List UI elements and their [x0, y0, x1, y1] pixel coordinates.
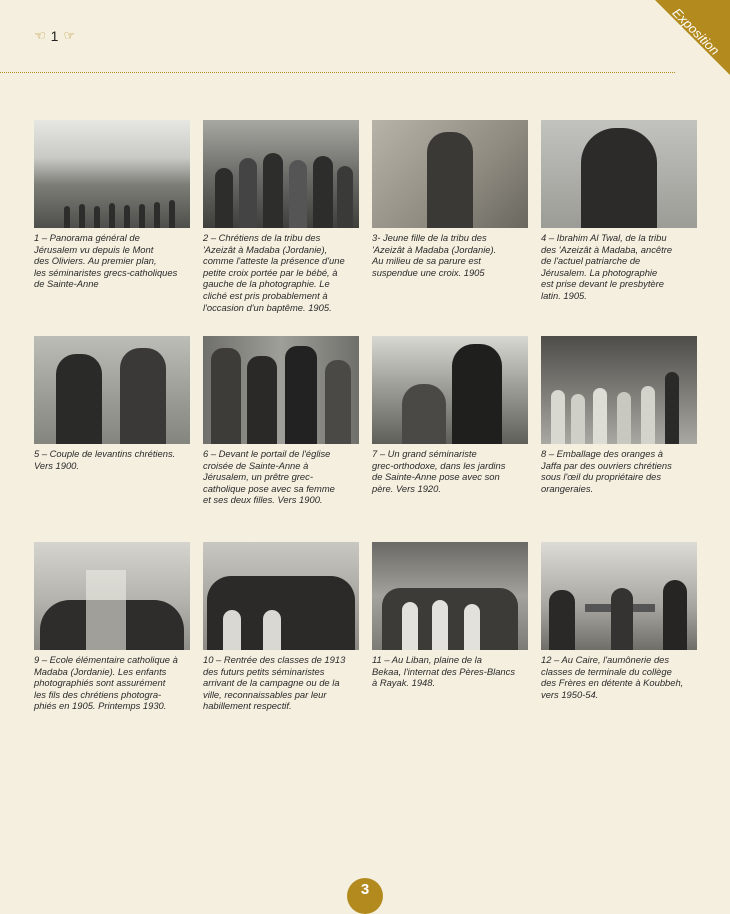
photo-caption: 11 – Au Liban, plaine de la Bekaa, l'internat des Pères-Blancs à Rayak. 1948.: [372, 654, 516, 689]
photo-item-8: [541, 336, 697, 542]
photo-9: [34, 542, 190, 650]
photo-6: [203, 336, 359, 444]
photo-item-6: [203, 336, 359, 542]
photo-item-5: [34, 336, 190, 542]
photo-grid: [34, 120, 697, 742]
photo-item-11: [372, 542, 528, 742]
photo-8: [541, 336, 697, 444]
photo-caption: 5 – Couple de levantins chrétiens. Vers 1900.: [34, 448, 176, 471]
photo-item-12: [541, 542, 697, 742]
photo-3: [372, 120, 528, 228]
photo-1: [34, 120, 190, 228]
photo-item-10: [203, 542, 359, 742]
photo-10: [203, 542, 359, 650]
photo-item-7: [372, 336, 528, 542]
photo-item-2: [203, 120, 359, 336]
hand-right-icon[interactable]: ☞: [63, 28, 76, 43]
photo-item-3: [372, 120, 528, 336]
pager: [34, 28, 75, 44]
photo-caption: 2 – Chrétiens de la tribu des 'Azeizât à Madaba (Jordanie), comme l'atteste la présence d'une petite croix portée par le bébé, à gauche de la photographie. Le cliché est pris probablement à l'occasion d'un baptême. 1905.: [203, 232, 345, 313]
photo-caption: 10 – Rentrée des classes de 1913 des futurs petits séminaristes arrivant de la campagne ou de la ville, reconnaissables par leur habillement respectif.: [203, 654, 346, 712]
hand-left-icon[interactable]: ☜: [34, 28, 46, 43]
photo-caption: 3- Jeune fille de la tribu des 'Azeizât à Madaba (Jordanie). Au milieu de sa parure est suspendue une croix. 1905: [372, 232, 497, 278]
photo-11: [372, 542, 528, 650]
photo-caption: 9 – Ecole élémentaire catholique à Madaba (Jordanie). Les enfants photographiés sont assurément les fils des chrétiens photogra- phiés en 1905. Printemps 1930.: [34, 654, 178, 712]
header-divider: [0, 72, 675, 73]
photo-caption: 4 – Ibrahim Al Twal, de la tribu des 'Azeizât à Madaba, ancêtre de l'actuel patriarche de Jérusalem. La photographie est prise devant le presbytère latin. 1905.: [541, 232, 673, 301]
photo-caption: 7 – Un grand séminariste grec-orthodoxe, dans les jardins de Sainte-Anne pose avec son père. Vers 1920.: [372, 448, 506, 494]
photo-caption: 1 – Panorama général de Jérusalem vu depuis le Mont des Oliviers. Au premier plan, les séminaristes grecs-catholiques de Sainte-Anne: [34, 232, 178, 290]
page-number-badge: 3: [347, 878, 383, 914]
photo-4: [541, 120, 697, 228]
corner-label: Exposition: [669, 4, 723, 59]
photo-item-1: [34, 120, 190, 336]
photo-caption: 6 – Devant le portail de l'église croisée de Sainte-Anne à Jérusalem, un prêtre grec- catholique pose avec sa femme et ses deux filles. Vers 1900.: [203, 448, 335, 506]
photo-5: [34, 336, 190, 444]
photo-item-9: [34, 542, 190, 742]
photo-2: [203, 120, 359, 228]
photo-7: [372, 336, 528, 444]
pager-number: 1: [50, 28, 59, 44]
photo-caption: 8 – Emballage des oranges à Jaffa par des ouvriers chrétiens sous l'œil du propriétaire des orangeraies.: [541, 448, 672, 494]
photo-item-4: [541, 120, 697, 336]
photo-caption: 12 – Au Caire, l'aumônerie des classes de terminale du collège des Frères en détente à Koubbeh, vers 1950-54.: [541, 654, 684, 700]
photo-12: [541, 542, 697, 650]
